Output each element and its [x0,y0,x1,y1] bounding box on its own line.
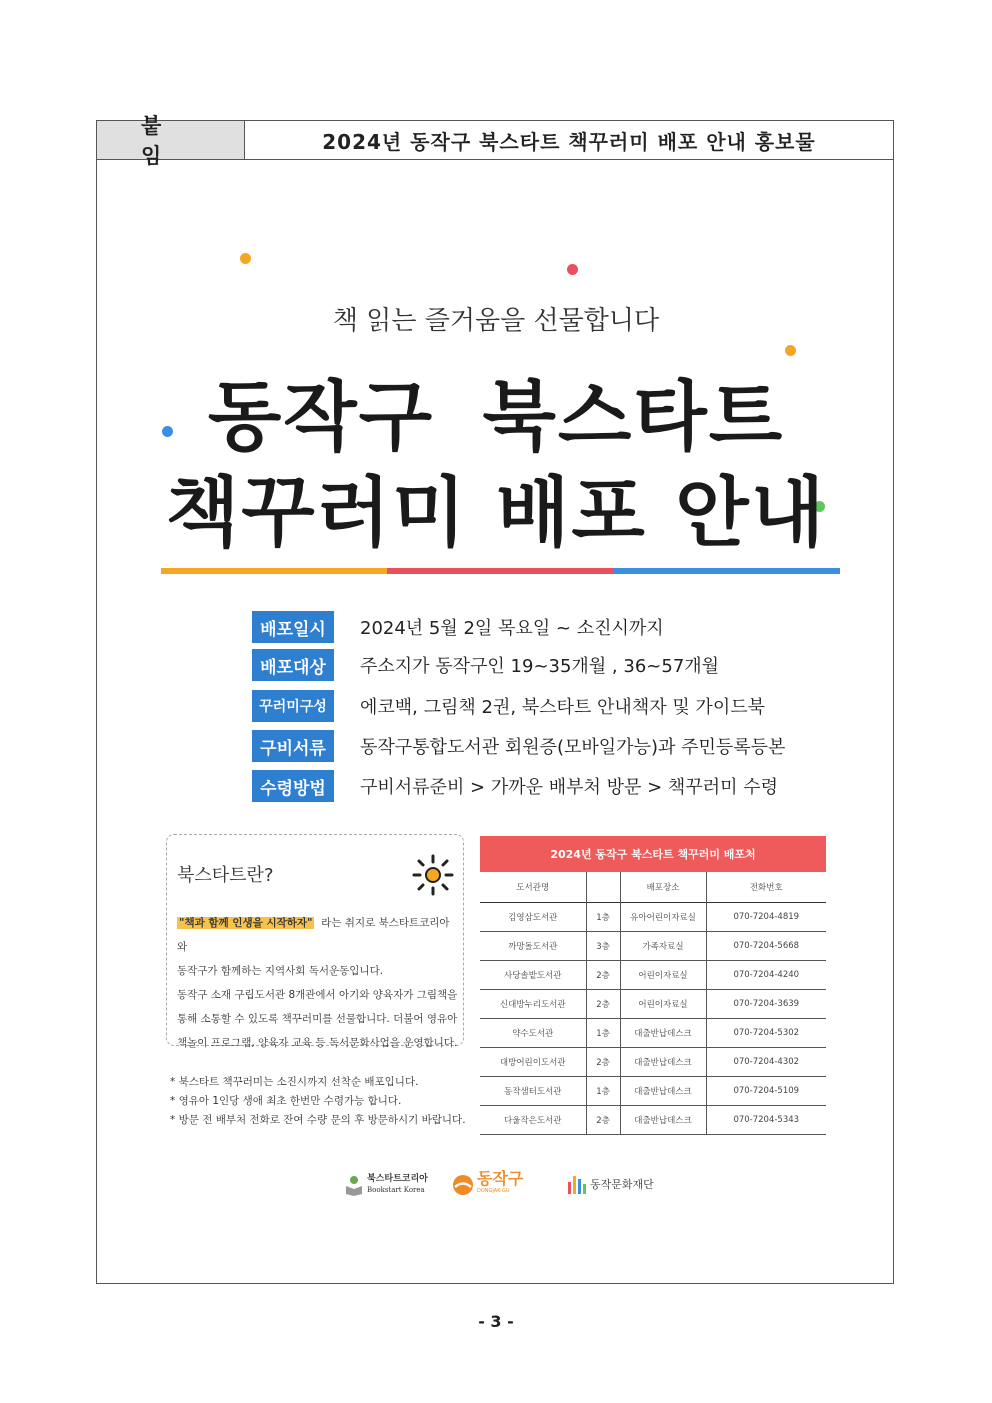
bookstart-korea-en: Bookstart Korea [367,1186,425,1194]
accent-bar-red [387,568,613,574]
cell-floor: 3층 [586,932,620,961]
decor-dot-orange [240,253,251,264]
cell-floor: 1층 [586,1019,620,1048]
dongjak-foundation-name: 동작문화재단 [590,1178,654,1191]
book-icon [344,1174,364,1196]
poster-title-line1: 동작구 북스타트 [207,372,785,461]
table-title: 2024년 동작구 북스타트 책꾸러미 배포처 [480,836,826,872]
note-item: * 영유아 1인당 생애 최초 한번만 수령가능 합니다. [170,1095,402,1107]
bookstart-title: 북스타트란? [177,865,274,886]
decor-dot-orange-2 [785,345,796,356]
table-row [480,903,826,932]
col-header [586,872,620,903]
poster-title-line2: 책꾸러미 배포 안내 [165,468,827,557]
info-row-documents [252,729,785,763]
decor-dot-red [567,264,578,275]
cell-place: 대출반납데스크 [620,1077,706,1106]
cell-library: 신대방누리도서관 [499,1000,566,1010]
bookstart-line2: 동작구가 함께하는 지역사회 독서운동입니다. [177,965,384,977]
info-row-package [252,689,765,723]
cell-library: 김영삼도서관 [508,913,558,923]
cell-floor: 2층 [586,990,620,1019]
cell-floor: 2층 [586,1048,620,1077]
info-label: 꾸러미구성 [252,690,334,722]
bookstart-korea-logo [344,1174,428,1196]
dongjak-gu-logo [452,1169,524,1198]
cell-phone: 070-7204-5109 [706,1077,826,1106]
table-row [480,1048,826,1077]
cell-floor: 1층 [586,1077,620,1106]
info-label: 구비서류 [252,730,334,762]
cell-library: 다울작은도서관 [504,1116,562,1126]
cell-phone: 070-7204-4240 [706,961,826,990]
table-row [480,1019,826,1048]
dongjak-foundation-logo [567,1174,654,1194]
note-item: * 북스타트 책꾸러미는 소진시까지 선착순 배포입니다. [170,1076,419,1088]
table-row [480,932,826,961]
info-value: 주소지가 동작구인 19~35개월 , 36~57개월 [360,656,720,677]
dongjak-gu-en: DONGJAK-GU [477,1188,510,1194]
info-value: 2024년 5월 2일 목요일 ~ 소진시까지 [360,618,664,639]
cell-place: 대출반납데스크 [620,1106,706,1135]
col-header: 배포장소 [620,872,706,903]
attachment-title: 2024년 동작구 북스타트 책꾸러미 배포 안내 홍보물 [322,129,816,154]
info-label: 배포대상 [252,649,334,681]
attachment-label: 붙임 [97,121,245,159]
cell-phone: 070-7204-3639 [706,990,826,1019]
bookstart-line4: 통해 소통할 수 있도록 책꾸러미를 선물합니다. 더불어 영유아 [177,1013,458,1025]
attachment-header [97,114,893,168]
cell-floor: 2층 [586,961,620,990]
bookstart-highlight: "책과 함께 인생을 시작하자" [179,917,313,929]
col-header: 전화번호 [706,872,826,903]
cell-place: 가족자료실 [620,932,706,961]
table-row [480,1106,826,1135]
col-header: 도서관명 [516,883,550,893]
bookstart-line3: 동작구 소재 구립도서관 8개관에서 아기와 양육자가 그림책을 [177,989,458,1001]
info-label: 배포일시 [252,611,334,643]
cell-library: 까망돌도서관 [508,942,558,952]
cell-floor: 2층 [586,1106,620,1135]
bookstart-korea-name: 북스타트코리아 [367,1174,428,1184]
cell-place: 대출반납데스크 [620,1019,706,1048]
info-value: 동작구통합도서관 회원증(모바일가능)과 주민등록등본 [360,737,786,758]
page-number: - 3 - [478,1312,514,1331]
info-value: 에코백, 그림책 2권, 북스타트 안내책자 및 가이드북 [360,697,765,718]
cell-phone: 070-7204-5302 [706,1019,826,1048]
cell-phone: 070-7204-4819 [706,903,826,932]
bookstart-line5: 책놀이 프로그램, 양육자 교육 등 독서문화사업을 운영합니다. [177,1037,458,1049]
info-row-target [252,648,719,682]
dongjak-emblem-icon [452,1174,474,1196]
poster-subtitle: 책 읽는 즐거움을 선물합니다 [332,306,660,336]
cell-phone: 070-7204-5668 [706,932,826,961]
cell-library: 동작샘터도서관 [504,1087,562,1097]
info-row-method [252,769,778,803]
cell-library: 대방어린이도서관 [499,1058,566,1068]
accent-bar-orange [161,568,387,574]
table-header-row [480,872,826,903]
cell-place: 어린이자료실 [620,990,706,1019]
info-label: 수령방법 [252,770,334,802]
cell-floor: 1층 [586,903,620,932]
bookstart-box [166,834,464,1049]
dongjak-gu-name: 동작구 [477,1169,524,1188]
cell-place: 유아어린이자료실 [620,903,706,932]
table-row [480,961,826,990]
bookstart-description [177,911,459,1055]
bars-icon [567,1174,587,1194]
accent-bar-blue [613,568,840,574]
table-row [480,1077,826,1106]
table-row [480,990,826,1019]
cell-library: 약수도서관 [512,1029,554,1039]
cell-phone: 070-7204-5343 [706,1106,826,1135]
cell-place: 대출반납데스크 [620,1048,706,1077]
info-row-date [252,610,664,644]
distribution-table [480,836,826,1135]
info-value: 구비서류준비 > 가까운 배부처 방문 > 책꾸러미 수령 [360,777,778,798]
notes [170,1073,466,1130]
sun-icon [411,853,455,897]
bookstart-line1: 라는 취지로 북스타트코리아와 [177,917,450,953]
cell-place: 어린이자료실 [620,961,706,990]
logos-row [0,1168,992,1208]
note-item: * 방문 전 배부처 전화로 잔여 수량 문의 후 방문하시기 바랍니다. [170,1114,466,1126]
cell-phone: 070-7204-4302 [706,1048,826,1077]
cell-library: 사당솔밭도서관 [504,971,562,981]
